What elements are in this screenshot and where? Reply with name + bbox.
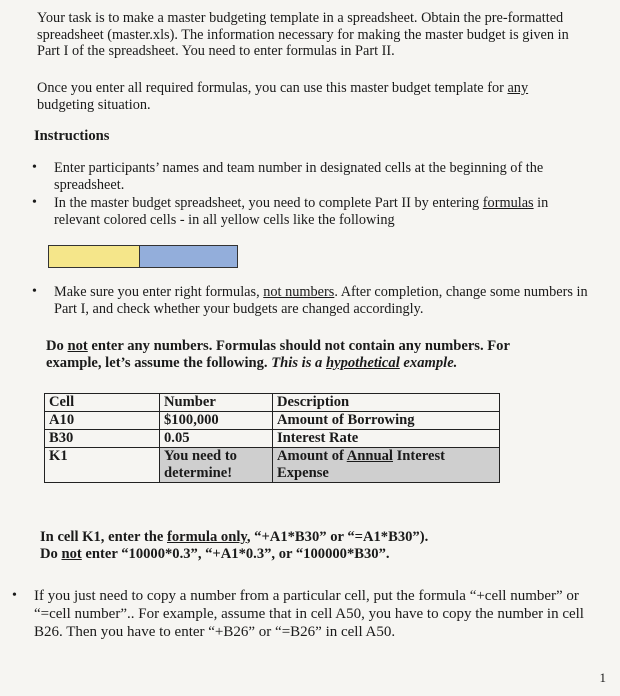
do-not-enter-numbers-paragraph <box>46 338 566 372</box>
k1-text-end: , “+A1*B30” or “=A1*B30”). <box>246 529 429 545</box>
bullet-dot-icon: • <box>32 195 37 211</box>
table-cell: $100,000 <box>160 412 273 430</box>
instructions-heading: Instructions <box>34 128 110 144</box>
instructions-list-3 <box>10 587 610 643</box>
do-text: Do <box>46 338 68 354</box>
table-row <box>45 448 500 483</box>
table-row <box>45 430 500 448</box>
table-header-number: Number <box>160 394 273 412</box>
bullet-dot-icon: • <box>12 588 17 603</box>
bullet-not-numbers-text: Make sure you enter right formulas, <box>54 284 264 300</box>
k1-instructions <box>40 529 580 564</box>
bullet-formulas <box>30 195 590 228</box>
table-row <box>45 412 500 430</box>
example-italic: example. <box>399 355 458 371</box>
table-cell: A10 <box>45 412 160 430</box>
desc-text-end: Interest Expense <box>277 448 445 481</box>
desc-text: Amount of <box>277 448 347 464</box>
bullet-not-numbers-text-end: . After completion, change some numbers in Part I, and check whether your budgets are changed accordingly. <box>54 284 588 317</box>
bullet-copy-number-text: If you just need to copy a number from a particular cell, put the formula “+cell number” or “=cell number”.. For example, assume that in cell A50, you have to copy the number in cell B26. Then you have to enter “+B26” or “=B26” in cell A50. <box>34 588 584 640</box>
k1-line-2-text: enter “10000*0.3”, “+A1*0.3”, or “100000*B30”. <box>81 546 390 563</box>
bullet-dot-icon: • <box>32 284 37 299</box>
hypothetical-underlined: hypothetical <box>325 355 400 371</box>
formulas-underlined: formulas <box>482 195 534 212</box>
annual-underlined: Annual <box>346 448 393 464</box>
bullet-not-numbers <box>30 284 590 317</box>
k1-line-2 <box>40 546 580 563</box>
intro-paragraph: Your task is to make a master budgeting template in a spreadsheet. Obtain the pre-formatted spreadsheet (master.xls). The information necessary for making the master budget is given in Part I of the spreadsheet. You need to enter formulas in Part II. <box>37 10 569 60</box>
table-cell: Interest Rate <box>273 430 500 448</box>
table-cell: Amount of Borrowing <box>273 412 500 430</box>
instructions-list-1 <box>30 160 590 230</box>
any-underlined: any <box>507 80 529 96</box>
bullet-formulas-text: In the master budget spreadsheet, you need to complete Part II by entering <box>54 195 483 212</box>
template-note-text: Once you enter all required formulas, you can use this master budget template for <box>37 80 508 96</box>
instructions-list-2 <box>30 284 590 319</box>
formula-only-underlined: formula only <box>167 529 247 545</box>
bullet-participants-text: Enter participants’ names and team number in designated cells at the beginning of the spreadsheet. <box>54 160 544 193</box>
bullet-dot-icon: • <box>32 160 37 175</box>
example-table <box>44 393 500 483</box>
not-underlined: not <box>61 546 82 563</box>
bullet-formulas-text-end: in relevant colored cells - in all yellow cells like the following <box>54 195 549 228</box>
table-cell: K1 <box>45 448 160 483</box>
not-numbers-underlined: not numbers <box>263 284 335 300</box>
table-cell-determine: You need to determine! <box>160 448 273 483</box>
bullet-participants <box>30 160 590 193</box>
template-note-paragraph <box>37 80 577 113</box>
bullet-copy-number <box>10 587 610 641</box>
k1-text: In cell K1, enter the <box>40 529 167 545</box>
page-number: 1 <box>599 670 606 685</box>
table-header-description: Description <box>273 394 500 412</box>
blue-cell-swatch <box>139 245 238 268</box>
this-is-a-italic: This is a <box>271 355 326 371</box>
not-underlined: not <box>67 338 88 354</box>
template-note-end: budgeting situation. <box>37 96 151 113</box>
do-text: Do <box>40 546 62 563</box>
table-header-row <box>45 394 500 412</box>
do-not-rest: enter any numbers. Formulas should not contain any numbers. For example, let’s assume the following. <box>46 338 510 371</box>
table-cell: 0.05 <box>160 430 273 448</box>
table-cell-annual-interest <box>273 448 500 483</box>
yellow-cell-swatch <box>48 245 147 268</box>
table-header-cell: Cell <box>45 394 160 412</box>
k1-line-1 <box>40 529 580 546</box>
table-cell: B30 <box>45 430 160 448</box>
